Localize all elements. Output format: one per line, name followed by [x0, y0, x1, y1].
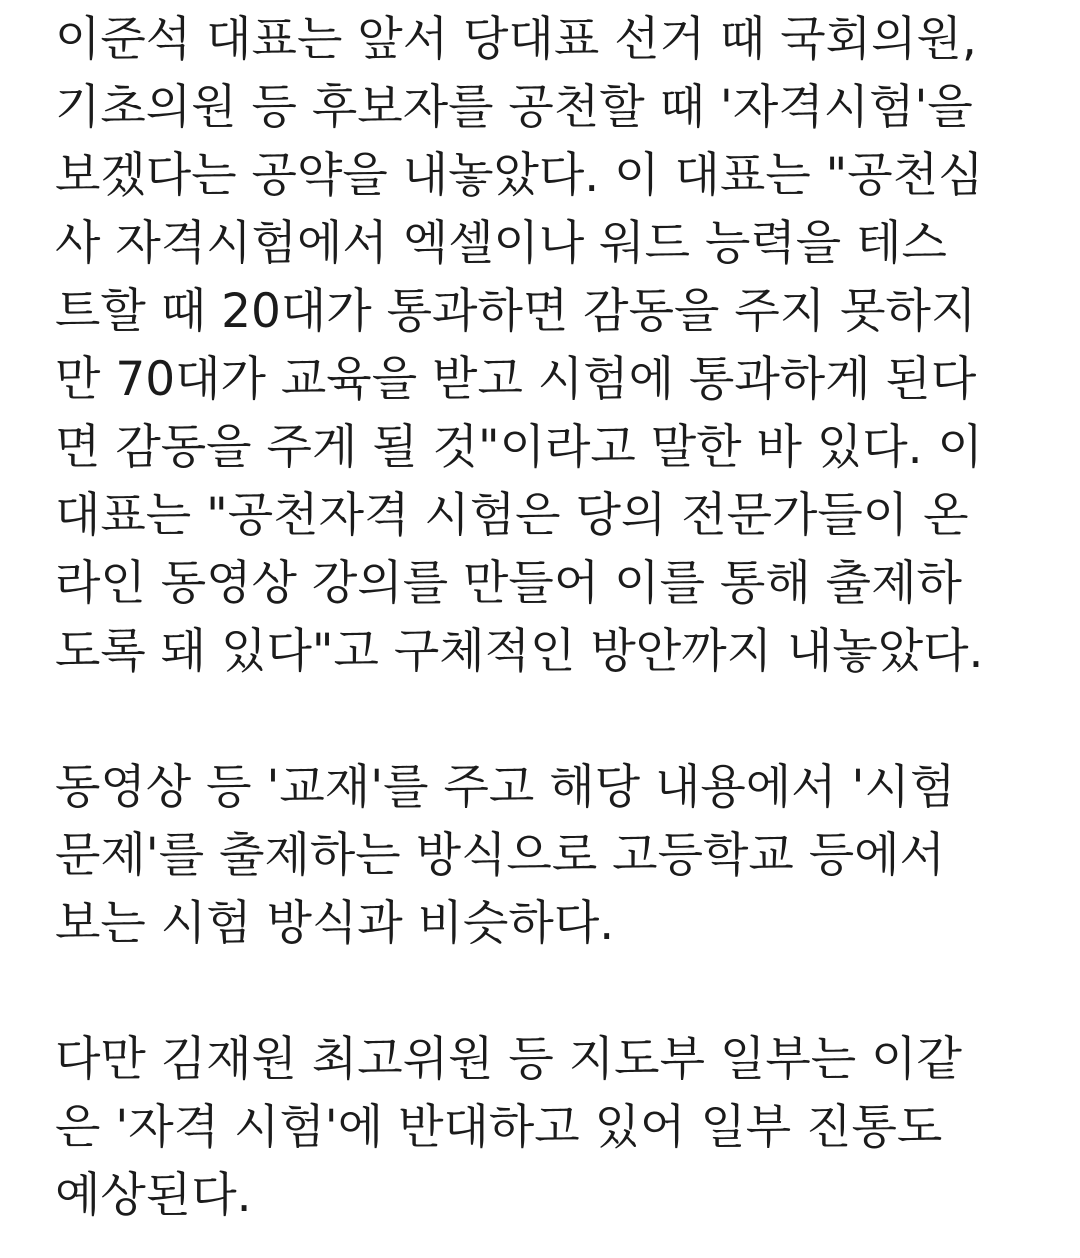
text-line: 사 자격시험에서 엑셀이나 워드 능력을 테스 [55, 216, 947, 271]
text-line: 보는 시험 방식과 비슷하다. [55, 896, 615, 951]
text-line: 동영상 등 '교재'를 주고 해당 내용에서 '시험 [55, 760, 956, 815]
text-line: 문제'를 출제하는 방식으로 고등학교 등에서 [55, 828, 945, 883]
text-line: 예상된다. [55, 1168, 252, 1223]
text-line: 은 '자격 시험'에 반대하고 있어 일부 진통도 [55, 1100, 943, 1155]
text-line: 다만 김재원 최고위원 등 지도부 일부는 이같 [55, 1032, 962, 1087]
text-line: 보겠다는 공약을 내놓았다. 이 대표는 "공천심 [55, 148, 984, 203]
paragraph-3 [55, 1026, 1040, 1230]
text-line: 면 감동을 주게 될 것"이라고 말한 바 있다. 이 [55, 420, 983, 475]
text-line: 이준석 대표는 앞서 당대표 선거 때 국회의원, [55, 12, 977, 67]
text-line: 라인 동영상 강의를 만들어 이를 통해 출제하 [55, 556, 962, 611]
text-line: 대표는 "공천자격 시험은 당의 전문가들이 온 [55, 488, 969, 543]
paragraph-1 [55, 0, 1040, 686]
paragraph-2 [55, 754, 1040, 958]
text-line: 만 70대가 교육을 받고 시험에 통과하게 된다 [55, 352, 977, 407]
text-line: 기초의원 등 후보자를 공천할 때 '자격시험'을 [55, 80, 973, 135]
text-line: 트할 때 20대가 통과하면 감동을 주지 못하지 [55, 284, 977, 339]
text-line: 도록 돼 있다"고 구체적인 방안까지 내놓았다. [55, 624, 984, 679]
